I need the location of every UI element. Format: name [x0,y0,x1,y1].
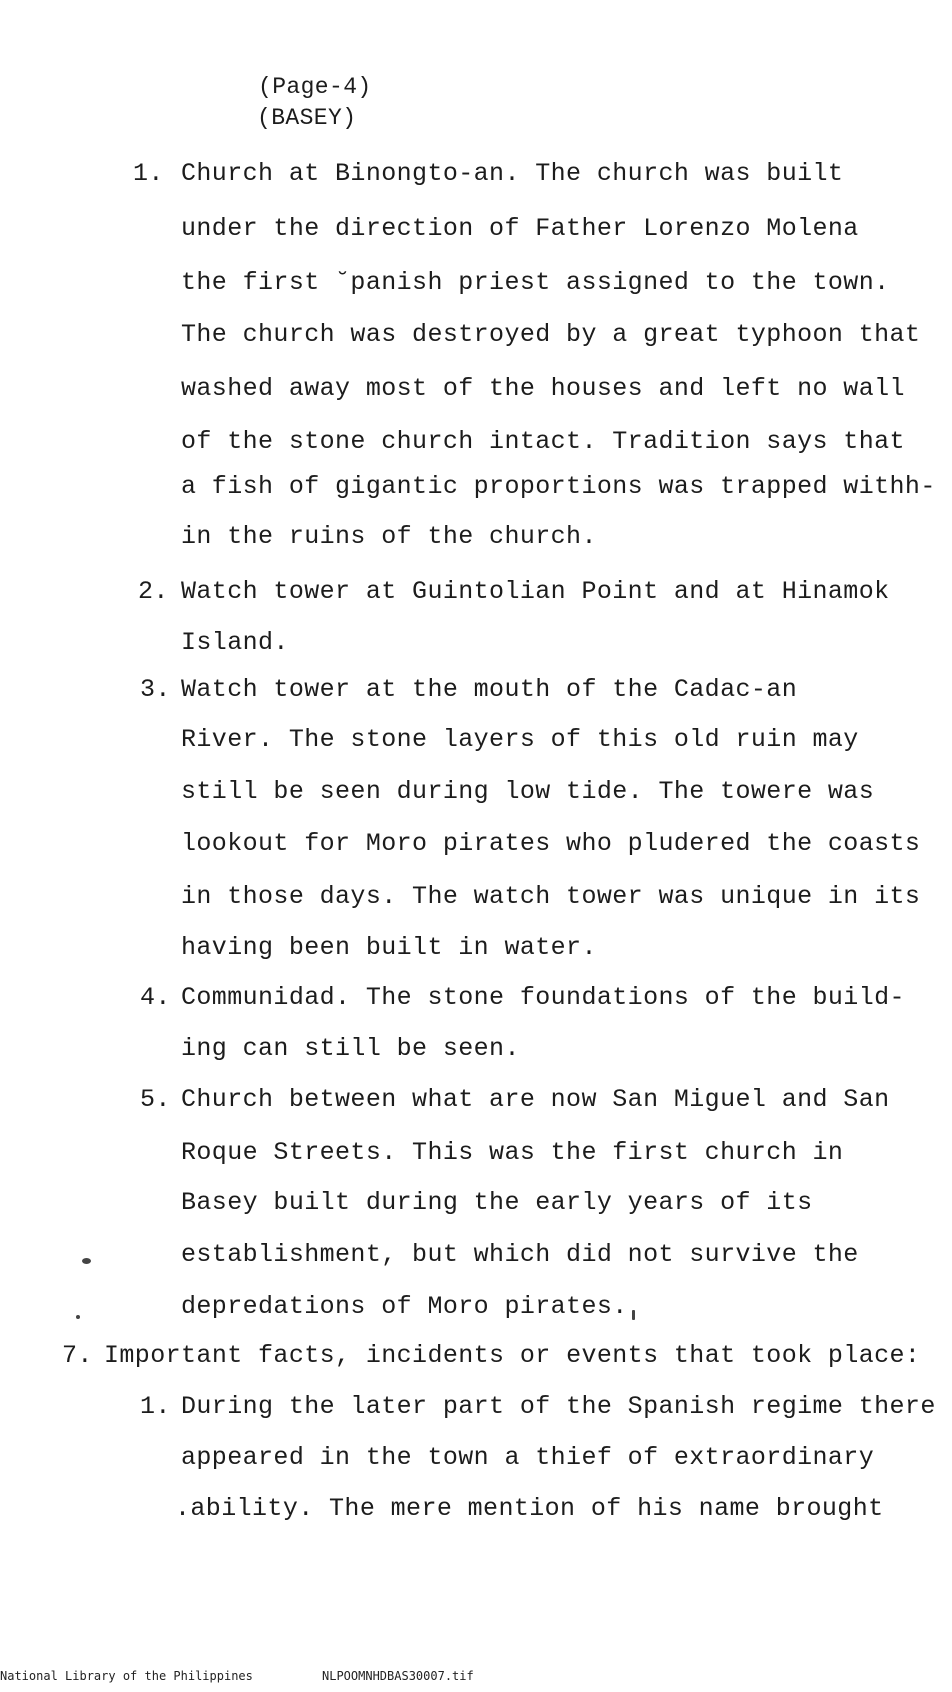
ruin-item-3-line: Watch tower at the mouth of the Cadac-an [181,675,798,704]
scan-speck [632,1310,635,1320]
ruin-item-3-line: River. The stone layers of this old ruin may [181,725,859,754]
section-7-item-1-number: 1. [140,1392,171,1421]
ruin-item-5-line: Church between what are now San Miguel and San [181,1085,890,1114]
section-7-heading: Important facts, incidents or events that took place: [104,1341,921,1370]
page-label: (Page-4) [258,74,372,100]
ruin-item-5-line: establishment, but which did not survive the [181,1240,859,1269]
ruin-item-3-line: having been built in water. [181,933,597,962]
ruin-item-5-number: 5. [140,1085,171,1114]
ruin-item-1-line: the first ˘panish priest assigned to the town. [181,268,890,297]
ruin-item-3-line: in those days. The watch tower was unique in its [181,882,921,911]
ruin-item-3-line: lookout for Moro pirates who pludered the coasts [181,829,921,858]
ruin-item-1-line: a fish of gigantic proportions was trapped withh- [181,472,936,501]
ruin-item-4-line: ing can still be seen. [181,1034,520,1063]
ruin-item-3-line: still be seen during low tide. The towere was [181,777,875,806]
ruin-item-5-line: Roque Streets. This was the first church in [181,1138,844,1167]
ruin-item-1-line: The church was destroyed by a great typhoon that [181,320,921,349]
ruin-item-5-line: depredations of Moro pirates. [181,1292,628,1321]
ruin-item-2-line: Island. [181,628,289,657]
section-7-item-1-line: .ability. The mere mention of his name brought [175,1494,884,1523]
ruin-item-5-line: Basey built during the early years of its [181,1188,813,1217]
ruin-item-1-line: Church at Binongto-an. The church was built [181,159,844,188]
ruin-item-1-line: in the ruins of the church. [181,522,597,551]
scan-speck [76,1315,80,1319]
section-7-item-1-line: During the later part of the Spanish regime there [181,1392,936,1421]
footer-library: National Library of the Philippines [0,1669,253,1683]
ruin-item-1-line: of the stone church intact. Tradition says that [181,427,905,456]
ruin-item-2-line: Watch tower at Guintolian Point and at Hinamok [181,577,890,606]
scan-speck [82,1258,91,1264]
town-label: (BASEY) [257,105,357,131]
section-7-number: 7. [62,1341,93,1370]
footer-filename: NLPOOMNHDBAS30007.tif [322,1669,474,1683]
ruin-item-1-number: 1. [133,159,164,188]
section-7-item-1-line: appeared in the town a thief of extraordinary [181,1443,875,1472]
ruin-item-4-line: Communidad. The stone foundations of the build- [181,983,905,1012]
ruin-item-2-number: 2. [138,577,169,606]
ruin-item-1-line: under the direction of Father Lorenzo Molena [181,214,859,243]
ruin-item-4-number: 4. [140,983,171,1012]
ruin-item-3-number: 3. [140,675,171,704]
ruin-item-1-line: washed away most of the houses and left no wall [181,374,905,403]
